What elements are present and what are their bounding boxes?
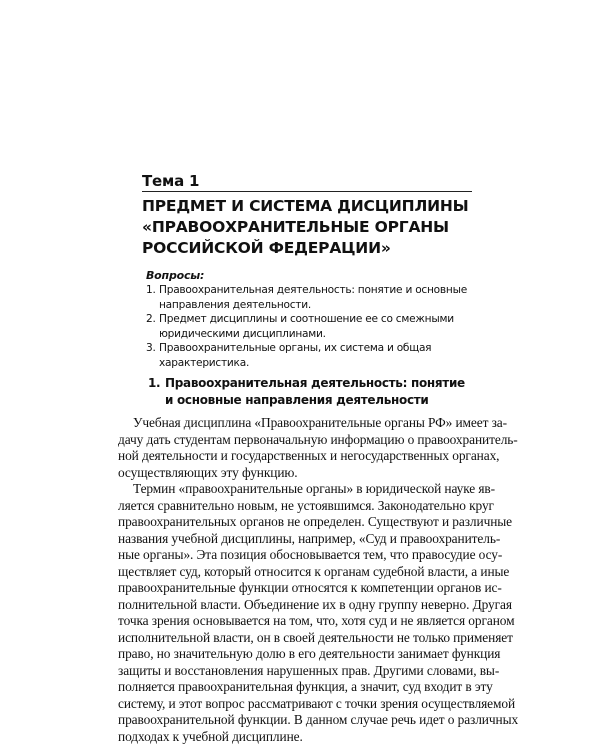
question-line: юридическими дисциплинами. <box>159 327 326 340</box>
question-item <box>146 312 466 341</box>
question-line: Правоохранительная деятельность: понятие и основные <box>159 284 467 296</box>
section-heading-line: и основные направления деятельности <box>165 393 429 407</box>
topic-divider <box>142 191 472 192</box>
question-item <box>146 283 466 312</box>
body-line: ществляет суд, который относится к органам судебной власти, а иные <box>118 563 510 579</box>
body-line: правоохранительные функции относятся к компетенции органов ис- <box>118 580 502 595</box>
body-line: названия учебной дисциплины, например, «Суд и правоохранитель- <box>118 530 501 546</box>
question-line: характеристика. <box>159 356 250 369</box>
question-number: 1. <box>146 284 156 296</box>
topic-title <box>142 196 472 259</box>
topic-title-line: «ПРАВООХРАНИТЕЛЬНЫЕ ОРГАНЫ <box>142 218 449 236</box>
body-line: правоохранительной функции. В данном случае речь идет о различных <box>118 712 519 727</box>
body-line: точка зрения основывается на том, что, хотя суд и не является органом <box>118 613 515 628</box>
question-line: Предмет дисциплины и соотношение ее со смежными <box>159 313 454 325</box>
topic-title-line: РОССИЙСКОЙ ФЕДЕРАЦИИ» <box>142 239 391 257</box>
body-line: систему, и этот вопрос рассматривают с точки зрения осуществляемой <box>118 695 516 711</box>
body-line: Термин «правоохранительные органы» в юридической науке яв- <box>133 481 496 496</box>
question-item <box>146 341 466 370</box>
section-heading-line: Правоохранительная деятельность: понятие <box>165 376 465 390</box>
body-text <box>118 415 528 745</box>
body-line: подходах к учебной дисциплине. <box>118 728 303 744</box>
body-line: исполнительной власти, он в своей деятельности не только применяет <box>118 629 513 645</box>
body-line: ные органы». Эта позиция обосновывается тем, что правосудие осу- <box>118 547 503 562</box>
questions-list <box>146 283 466 370</box>
body-line: правоохранительных органов не определен. Существуют и различные <box>118 514 513 529</box>
question-number: 3. <box>146 342 156 354</box>
question-line: Правоохранительные органы, их система и общая <box>159 342 432 354</box>
body-line: Учебная дисциплина «Правоохранительные органы РФ» имеет за- <box>133 415 508 430</box>
body-line: осуществляющих эту функцию. <box>118 464 298 480</box>
body-line: ной деятельности и государственных и негосударственных органах, <box>118 448 500 463</box>
question-number: 2. <box>146 313 156 325</box>
section-heading <box>148 375 468 409</box>
body-line: ляется сравнительно новым, не устоявшимся. Законодательно круг <box>118 497 494 513</box>
body-line: полнительной власти. Объединение их в одну группу неверно. Другая <box>118 596 512 612</box>
body-line: полняется правоохранительная функция, а значит, суд входит в эту <box>118 679 493 694</box>
section-number: 1. <box>148 376 161 390</box>
question-line: направления деятельности. <box>159 298 311 311</box>
topic-label: Тема 1 <box>142 172 200 190</box>
body-line: право, но значительную долю в его деятельности занимает функция <box>118 646 501 661</box>
questions-heading: Вопросы: <box>146 269 205 282</box>
body-line: дачу дать студентам первоначальную информацию о правоохранитель- <box>118 431 518 447</box>
body-line: защиты и восстановления нарушенных прав. Другими словами, вы- <box>118 662 500 678</box>
topic-title-line: ПРЕДМЕТ И СИСТЕМА ДИСЦИПЛИНЫ <box>142 197 469 215</box>
